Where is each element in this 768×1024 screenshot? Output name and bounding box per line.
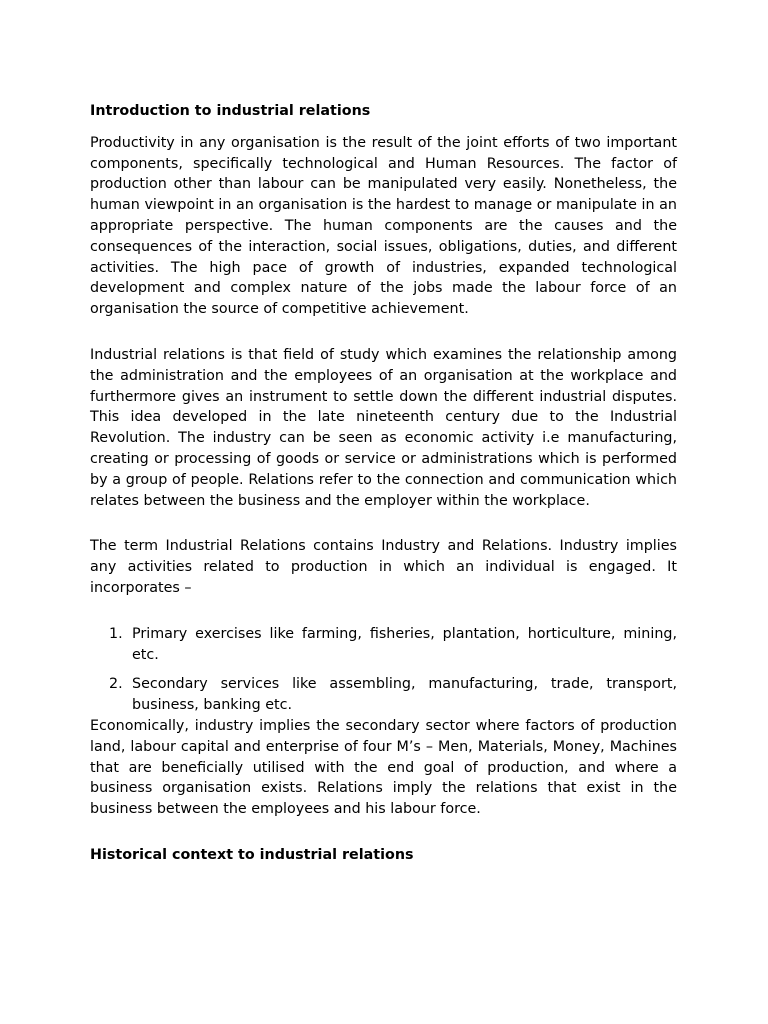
paragraph-industrial-relations-definition: Industrial relations is that field of study which examines the relationship among the administration and the employees of an organisation at the workplace and furthermore gives an instrument to settle down the different industrial disputes. This idea developed in the late nineteenth century due to the Industrial Revolution. The industry can be seen as economic activity i.e manufacturing, creating or processing of goods or service or administrations which is performed by a group of people. Relations refer to the connection and communication which relates between the business and the employer within the workplace. [90,346,677,509]
industry-types-list [90,624,677,716]
list-item-text: Primary exercises like farming, fisheries, plantation, horticulture, mining, etc. [132,625,677,663]
paragraph-productivity: Productivity in any organisation is the result of the joint efforts of two important components, specifically technological and Human Resources. The factor of production other than labour can be manipulated very easily. Nonetheless, the human viewpoint in an organisation is the hardest to manage or manipulate in an appropriate perspective. The human components are the causes and the consequences of the interaction, social issues, obligations, duties, and different activities. The high pace of growth of industries, expanded technological development and complex nature of the jobs made the labour force of an organisation the source of competitive achievement. [90,134,677,318]
list-item-number: 1. [109,625,123,642]
paragraph-economically: Economically, industry implies the secondary sector where factors of production land, labour capital and enterprise of four M’s – Men, Materials, Money, Machines that are beneficially utilised with the end goal of production, and where a business organisation exists. Relations imply the relations that exist in the business between the employees and his labour force. [90,717,677,818]
document-content [90,101,677,866]
list-item [90,674,677,716]
paragraph-term-industrial-relations: The term Industrial Relations contains Industry and Relations. Industry implies any activities related to production in which an individual is engaged. It incorporates – [90,538,677,596]
list-item-text: Secondary services like assembling, manufacturing, trade, transport, business, banking etc. [132,676,677,714]
list-item-number: 2. [109,676,123,693]
section-heading-historical-context: Historical context to industrial relations [90,846,414,863]
section-heading-introduction: Introduction to industrial relations [90,103,371,119]
list-item [90,624,677,666]
